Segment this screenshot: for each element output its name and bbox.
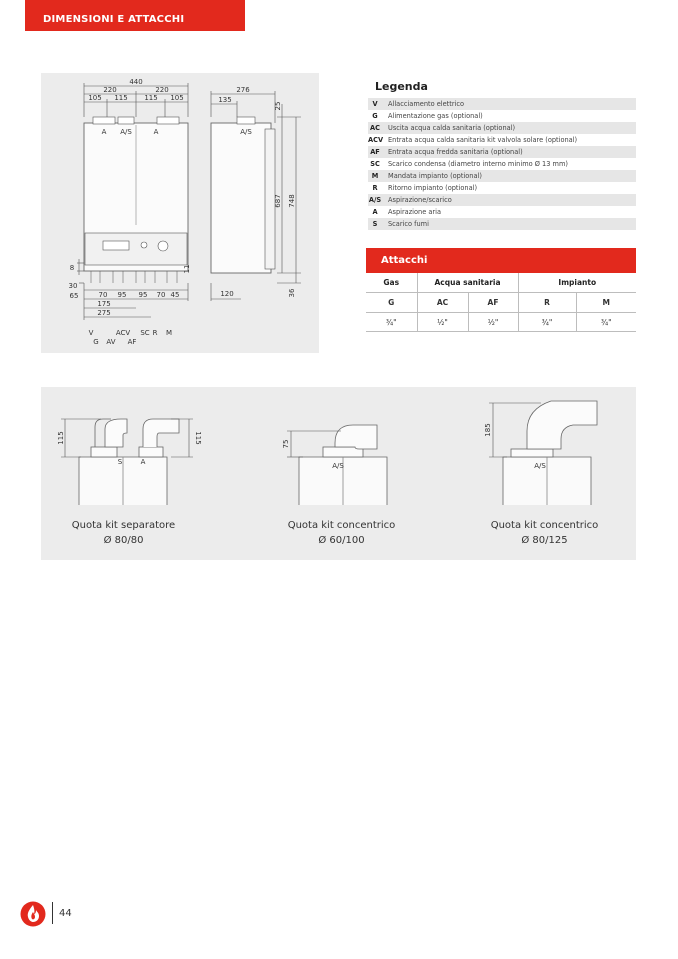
sub-af: AF (468, 293, 518, 313)
kit2-caption-title: Quota kit concentrico (287, 520, 396, 531)
kit2-caption (269, 518, 414, 548)
attacchi-header (366, 248, 636, 273)
legend-desc: Alimentazione gas (optional) (388, 112, 483, 120)
legend-row (368, 110, 636, 122)
group-impianto: Impianto (518, 273, 636, 293)
legend-desc: Scarico condensa (diametro interno minimo Ø 13 mm) (388, 160, 568, 168)
flame-logo-icon (20, 901, 46, 927)
front-label-a-right: A (153, 128, 159, 136)
side-label-as: A/S (240, 128, 252, 136)
conn-acv: ACV (115, 329, 131, 337)
legend-row (368, 134, 636, 146)
front-dim-175: 175 (97, 300, 111, 308)
legend-code: AC (370, 124, 380, 132)
legend-code: S (372, 220, 378, 228)
conn-av: AV (106, 338, 116, 346)
sub-g: G (366, 293, 417, 313)
legend (368, 80, 636, 230)
legend-desc: Aspirazione/scarico (388, 196, 452, 204)
front-dim-65: 65 (69, 292, 79, 300)
attacchi-title: Attacchi (381, 255, 428, 266)
conn-sc: SC (140, 329, 150, 337)
attacchi-table (366, 273, 636, 332)
front-dim-70-right: 70 (156, 291, 166, 299)
conn-g: G (93, 338, 99, 346)
footer-divider (52, 902, 53, 924)
kit3-caption-title: Quota kit concentrico (490, 520, 599, 531)
legend-row (368, 122, 636, 134)
section-title: DIMENSIONI E ATTACCHI (43, 14, 185, 25)
conn-m: M (165, 329, 173, 337)
kit2-caption-diameter: Ø 60/100 (318, 535, 365, 546)
front-dim-275: 275 (97, 309, 111, 317)
front-dim-105-right: 105 (170, 94, 184, 102)
kit3-caption (472, 518, 617, 548)
value-m: ¾" (576, 313, 636, 332)
legend-row (368, 182, 636, 194)
legend-desc: Aspirazione aria (388, 208, 441, 216)
sub-m: M (576, 293, 636, 313)
side-boiler-body (211, 123, 271, 273)
side-dim-135: 135 (218, 96, 232, 104)
side-dim-36: 36 (288, 288, 296, 298)
legend-code: ACV (368, 136, 384, 144)
dimension-drawings (41, 73, 319, 353)
legend-row (368, 206, 636, 218)
kit1-label-s: S (117, 458, 123, 466)
legend-code: SC (370, 160, 380, 168)
front-dim-105-left: 105 (88, 94, 102, 102)
legend-desc: Scarico fumi (388, 220, 429, 228)
group-acqua-sanitaria: Acqua sanitaria (417, 273, 518, 293)
kit1-caption-diameter: Ø 80/80 (103, 535, 144, 546)
side-dim-25: 25 (274, 101, 282, 111)
legend-desc: Mandata impianto (optional) (388, 172, 482, 180)
kit1-dim-right: 115 (194, 431, 202, 445)
front-dim-95-left: 95 (117, 291, 127, 299)
page-number: 44 (59, 908, 72, 919)
dimensions-panel (41, 73, 319, 353)
kits-panel (41, 387, 636, 560)
front-label-a-left: A (101, 128, 107, 136)
front-dim-115-left: 115 (114, 94, 128, 102)
front-dim-45: 45 (170, 291, 180, 299)
side-dim-276: 276 (236, 86, 250, 94)
group-gas: Gas (366, 273, 417, 293)
legend-row (368, 98, 636, 110)
attacchi-value-row (366, 313, 636, 332)
legend-desc: Ritorno impianto (optional) (388, 184, 478, 192)
attacchi-group-row (366, 273, 636, 293)
kit2-dim: 75 (282, 439, 290, 449)
side-dim-11: 11 (183, 264, 191, 274)
legend-code: R (372, 184, 378, 192)
legend-row (368, 170, 636, 182)
front-dim-440: 440 (129, 78, 143, 86)
front-dim-220-right: 220 (155, 86, 169, 94)
legend-code: M (371, 172, 379, 180)
legend-code: A (372, 208, 378, 216)
side-dim-748: 748 (288, 194, 296, 208)
value-g: ¾" (366, 313, 417, 332)
legend-list (368, 98, 636, 230)
side-dim-120: 120 (220, 290, 234, 298)
legend-row (368, 218, 636, 230)
legend-desc: Uscita acqua calda sanitaria (optional) (388, 124, 516, 132)
legend-desc: Allacciamento elettrico (388, 100, 465, 108)
kit1-label-a: A (140, 458, 146, 466)
legend-desc: Entrata acqua fredda sanitaria (optional) (388, 148, 523, 156)
legend-code: G (372, 112, 378, 120)
front-dim-70-left: 70 (98, 291, 108, 299)
kit2-label-as: A/S (332, 462, 344, 470)
legend-code: A/S (368, 196, 382, 204)
kit1-dim-left: 115 (57, 431, 65, 445)
front-dim-220-left: 220 (103, 86, 117, 94)
legend-desc: Entrata acqua calda sanitaria kit valvola solare (optional) (388, 136, 578, 144)
front-dim-30: 30 (68, 282, 78, 290)
conn-v: V (88, 329, 94, 337)
front-dim-115-right: 115 (144, 94, 158, 102)
front-dim-95-right: 95 (138, 291, 148, 299)
legend-title: Legenda (375, 80, 428, 93)
side-dim-687: 687 (274, 194, 282, 208)
kit3-label-as: A/S (534, 462, 546, 470)
sub-r: R (518, 293, 576, 313)
kit1-caption (51, 518, 196, 548)
legend-row (368, 194, 636, 206)
attacchi-sub-row (366, 293, 636, 313)
conn-r: R (152, 329, 158, 337)
front-label-as: A/S (120, 128, 132, 136)
legend-code: AF (370, 148, 380, 156)
legend-code: V (372, 100, 378, 108)
value-ac: ½" (417, 313, 468, 332)
sub-ac: AC (417, 293, 468, 313)
kit3-caption-diameter: Ø 80/125 (521, 535, 568, 546)
section-header-tab (25, 0, 245, 31)
legend-row (368, 158, 636, 170)
kit3-dim: 185 (484, 423, 492, 437)
value-af: ½" (468, 313, 518, 332)
kit1-caption-title: Quota kit separatore (71, 520, 176, 531)
conn-af: AF (127, 338, 137, 346)
front-dim-8: 8 (69, 264, 75, 272)
value-r: ¾" (518, 313, 576, 332)
legend-row (368, 146, 636, 158)
